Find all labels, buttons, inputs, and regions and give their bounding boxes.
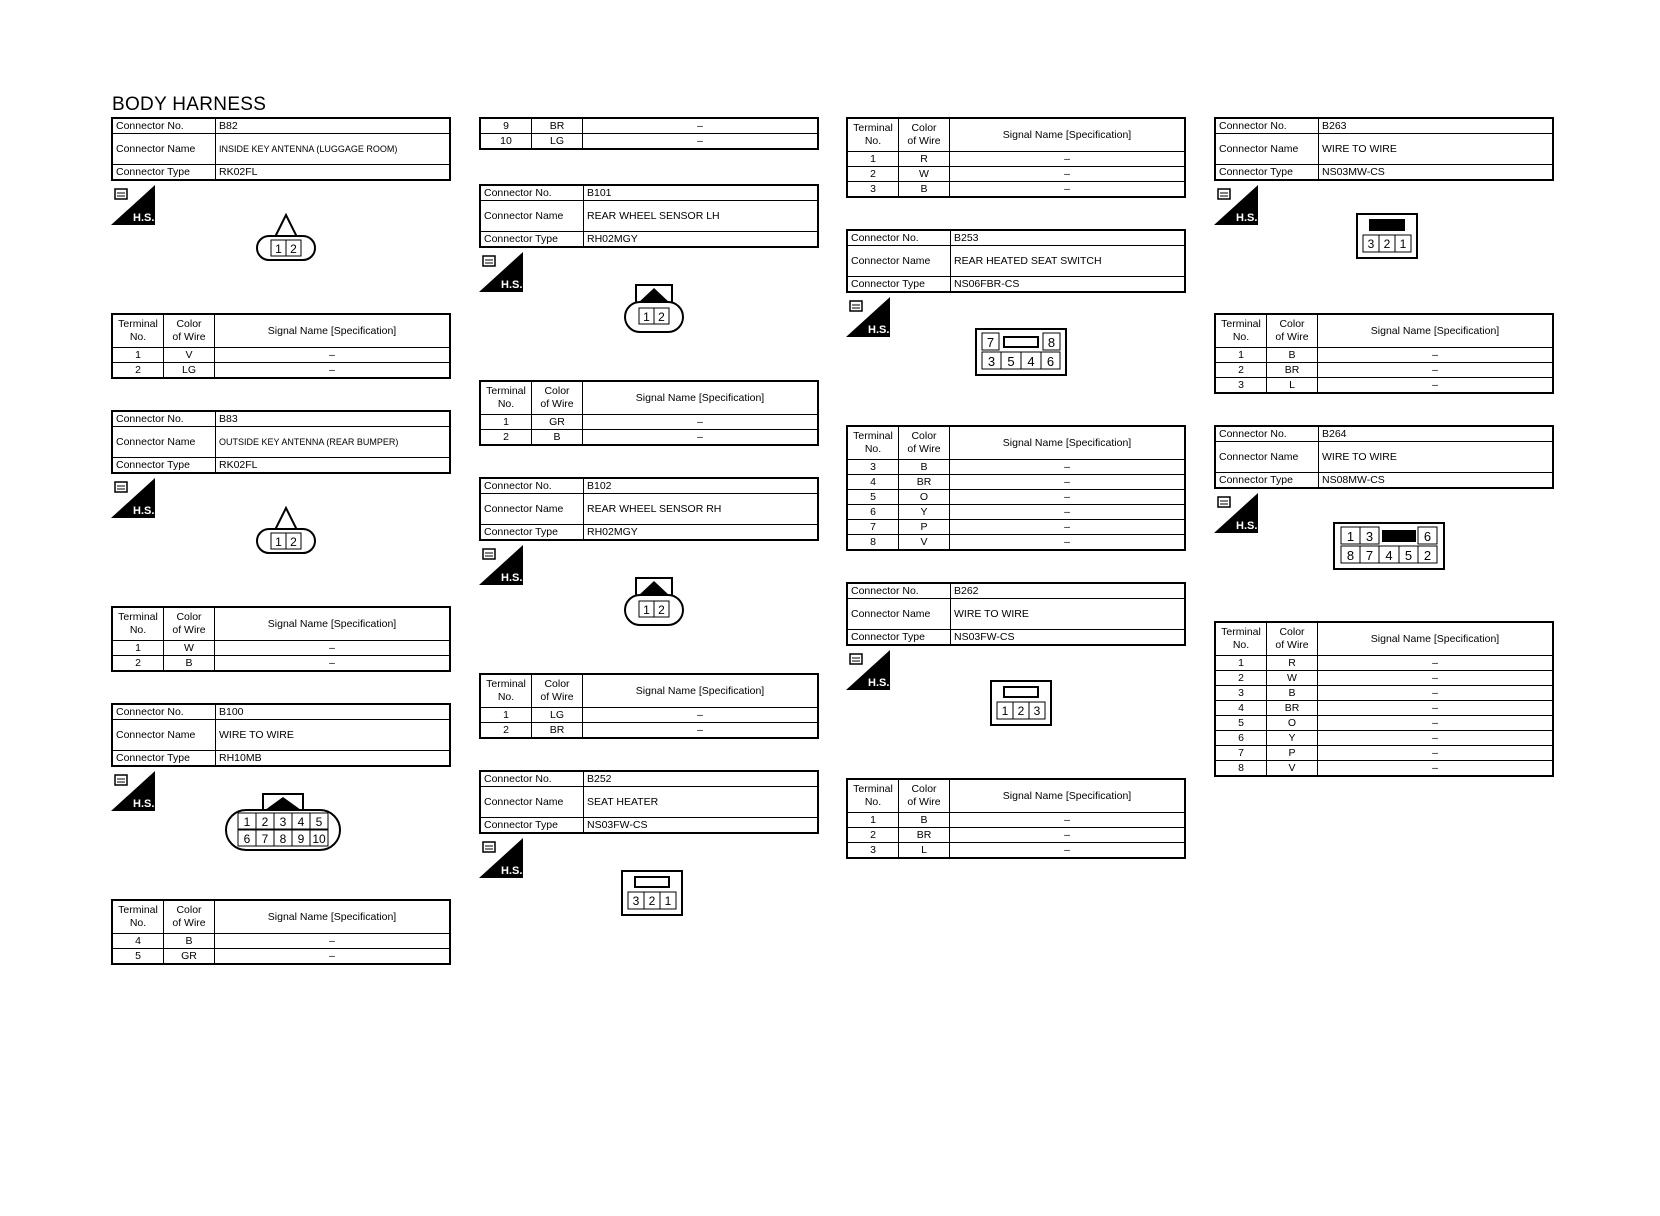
connector-info-b102 (479, 477, 819, 541)
connector-type-value: NS03FW-CS (951, 630, 1186, 646)
table-row: 2 BR – (480, 723, 818, 739)
pin-label: 2 (261, 815, 269, 829)
connector-type-value: NS03FW-CS (584, 818, 819, 834)
connector-no-value: B252 (584, 771, 819, 787)
table-row: 5 O – (1215, 716, 1553, 731)
table-row: 8 V – (1215, 761, 1553, 777)
table-row: 9 BR – (480, 118, 818, 134)
connector-name-value: WIRE TO WIRE (216, 720, 451, 751)
column-1 (111, 117, 451, 965)
pin-label: 2 (658, 310, 665, 324)
connector-no-value: B100 (216, 704, 451, 720)
connector-type-label: Connector Type (480, 525, 584, 541)
color-header: Color of Wire (1267, 314, 1318, 348)
table-row: 1 B – (1215, 348, 1553, 363)
connector-name-label: Connector Name (480, 787, 584, 818)
harness-side-icon (846, 297, 890, 337)
table-row: 6 Y – (1215, 731, 1553, 746)
connector-diagram-b263 (1214, 181, 1554, 313)
table-row: 1 B – (847, 813, 1185, 828)
column-4 (1214, 117, 1554, 777)
connector-name-value: REAR HEATED SEAT SWITCH (951, 246, 1186, 277)
column-3 (846, 117, 1186, 859)
connector-info-b262 (846, 582, 1186, 646)
pin-label: 9 (297, 832, 305, 846)
connector-name-label: Connector Name (1215, 134, 1319, 165)
pin-label: 6 (1423, 529, 1432, 544)
connector-type-value: RH10MB (216, 751, 451, 767)
signal-header: Signal Name [Specification] (583, 674, 819, 708)
table-row: 1 W – (112, 641, 450, 656)
color-header: Color of Wire (899, 118, 950, 152)
connector-info-b263 (1214, 117, 1554, 181)
terminal-table-b83 (111, 606, 451, 672)
table-row: 2 W – (847, 167, 1185, 182)
table-row: 4 BR – (847, 475, 1185, 490)
connector-type-label: Connector Type (847, 277, 951, 293)
terminal-table-b264 (1214, 621, 1554, 777)
pin-label: 1 (643, 310, 650, 324)
connector-no-value: B253 (951, 230, 1186, 246)
connector-type-value: RH02MGY (584, 525, 819, 541)
terminal-no-header: Terminal No. (1215, 314, 1267, 348)
hs-label: H.S. (868, 324, 890, 336)
terminal-no-header: Terminal No. (1215, 622, 1267, 656)
hs-label: H.S. (133, 212, 155, 224)
table-row: 1 R – (1215, 656, 1553, 671)
table-row: 2 BR – (1215, 363, 1553, 378)
color-header: Color of Wire (164, 607, 215, 641)
table-row: 2 B – (480, 430, 818, 446)
pin-label: 1 (1399, 237, 1407, 251)
pin-label: 1 (243, 815, 251, 829)
pin-label: 8 (279, 832, 287, 846)
harness-side-icon (111, 771, 155, 811)
pin-label: 6 (243, 832, 251, 846)
pin-label: 2 (648, 894, 656, 908)
table-row: 5 O – (847, 490, 1185, 505)
connector-no-value: B83 (216, 411, 451, 427)
connector-no-value: B101 (584, 185, 819, 201)
terminal-no-header: Terminal No. (847, 779, 899, 813)
connector-no-label: Connector No. (847, 583, 951, 599)
connector-type-label: Connector Type (847, 630, 951, 646)
harness-side-icon (479, 545, 523, 585)
hs-label: H.S. (133, 505, 155, 517)
connector-name-label: Connector Name (480, 201, 584, 232)
hs-label: H.S. (501, 865, 523, 877)
color-header: Color of Wire (532, 674, 583, 708)
connector-face-8pin (1332, 521, 1446, 571)
connector-type-value: RH02MGY (584, 232, 819, 248)
pin-label: 1 (275, 242, 282, 256)
signal-header: Signal Name [Specification] (583, 381, 819, 415)
signal-header: Signal Name [Specification] (215, 607, 451, 641)
connector-no-value: B82 (216, 118, 451, 134)
table-row: 5 GR – (112, 949, 450, 965)
terminal-no-header: Terminal No. (112, 607, 164, 641)
connector-no-label: Connector No. (112, 704, 216, 720)
connector-diagram-b264 (1214, 489, 1554, 621)
pin-label: 1 (1001, 704, 1009, 718)
table-row: 3 B – (847, 182, 1185, 198)
pin-label: 1 (275, 535, 282, 549)
pin-label: 4 (297, 815, 305, 829)
connector-name-value: INSIDE KEY ANTENNA (LUGGAGE ROOM) (216, 134, 451, 165)
table-row: 1 R – (847, 152, 1185, 167)
connector-diagram-b262 (846, 646, 1186, 778)
terminal-table-b102 (479, 673, 819, 739)
terminal-no-header: Terminal No. (480, 674, 532, 708)
table-row: 7 P – (847, 520, 1185, 535)
pin-label: 5 (1404, 548, 1413, 563)
connector-type-value: NS08MW-CS (1319, 473, 1554, 489)
pin-label: 7 (986, 335, 995, 350)
terminal-table-b100 (111, 899, 451, 965)
connector-type-label: Connector Type (112, 458, 216, 474)
terminal-no-header: Terminal No. (847, 118, 899, 152)
terminal-table-b252 (846, 117, 1186, 198)
color-header: Color of Wire (164, 314, 215, 348)
hs-label: H.S. (1236, 212, 1258, 224)
connector-info-b83 (111, 410, 451, 474)
connector-no-label: Connector No. (1215, 118, 1319, 134)
connector-type-label: Connector Type (112, 165, 216, 181)
pin-label: 2 (1017, 704, 1025, 718)
connector-type-value: RK02FL (216, 458, 451, 474)
table-row: 1 GR – (480, 415, 818, 430)
harness-side-icon (479, 252, 523, 292)
column-2 (479, 117, 819, 934)
pin-label: 3 (1033, 704, 1041, 718)
connector-type-label: Connector Type (480, 818, 584, 834)
pin-label: 4 (1027, 354, 1035, 369)
connector-no-value: B262 (951, 583, 1186, 599)
connector-face-2pin (251, 211, 321, 267)
connector-face-3pin (984, 678, 1058, 728)
connector-name-value: SEAT HEATER (584, 787, 819, 818)
pin-label: 10 (312, 832, 326, 846)
connector-no-label: Connector No. (112, 118, 216, 134)
pin-label: 3 (1365, 529, 1374, 544)
connector-face-2pin (619, 282, 689, 338)
hs-label: H.S. (868, 677, 890, 689)
pin-label: 5 (315, 815, 323, 829)
connector-name-label: Connector Name (112, 427, 216, 458)
connector-no-value: B264 (1319, 426, 1554, 442)
pin-label: 3 (987, 354, 996, 369)
signal-header: Signal Name [Specification] (1318, 314, 1554, 348)
pin-label: 1 (1346, 529, 1355, 544)
connector-type-label: Connector Type (480, 232, 584, 248)
harness-side-icon (1214, 493, 1258, 533)
connector-diagram-b100 (111, 767, 451, 899)
harness-side-icon (1214, 185, 1258, 225)
connector-name-value: OUTSIDE KEY ANTENNA (REAR BUMPER) (216, 427, 451, 458)
connector-name-value: WIRE TO WIRE (1319, 442, 1554, 473)
connector-type-value: NS06FBR-CS (951, 277, 1186, 293)
connector-diagram-b102 (479, 541, 819, 673)
pin-label: 2 (290, 242, 297, 256)
connector-face-6pin (974, 327, 1068, 377)
table-row: 3 L – (1215, 378, 1553, 394)
signal-header: Signal Name [Specification] (215, 900, 451, 934)
connector-diagram-b252 (479, 834, 819, 934)
connector-face-10pin (223, 791, 343, 857)
connector-info-b264 (1214, 425, 1554, 489)
table-row: 7 P – (1215, 746, 1553, 761)
connector-face-2pin (251, 504, 321, 560)
page-title: BODY HARNESS (112, 94, 267, 115)
connector-no-label: Connector No. (480, 478, 584, 494)
pin-label: 3 (1367, 237, 1375, 251)
signal-header: Signal Name [Specification] (950, 779, 1186, 813)
table-row: 4 B – (112, 934, 450, 949)
pin-label: 7 (261, 832, 269, 846)
connector-name-label: Connector Name (480, 494, 584, 525)
connector-name-label: Connector Name (847, 599, 951, 630)
signal-header: Signal Name [Specification] (950, 118, 1186, 152)
pin-label: 3 (632, 894, 640, 908)
connector-diagram-b83 (111, 474, 451, 606)
connector-name-value: REAR WHEEL SENSOR LH (584, 201, 819, 232)
terminal-no-header: Terminal No. (480, 381, 532, 415)
terminal-no-header: Terminal No. (112, 314, 164, 348)
connector-no-label: Connector No. (112, 411, 216, 427)
connector-diagram-b253 (846, 293, 1186, 425)
connector-name-value: WIRE TO WIRE (1319, 134, 1554, 165)
signal-header: Signal Name [Specification] (215, 314, 451, 348)
connector-face-2pin (619, 575, 689, 631)
harness-side-icon (111, 478, 155, 518)
hs-label: H.S. (501, 279, 523, 291)
connector-info-b252 (479, 770, 819, 834)
table-row: 2 B – (112, 656, 450, 672)
connector-no-value: B102 (584, 478, 819, 494)
connector-name-value: REAR WHEEL SENSOR RH (584, 494, 819, 525)
table-row: 1 V – (112, 348, 450, 363)
connector-no-label: Connector No. (480, 771, 584, 787)
connector-no-label: Connector No. (847, 230, 951, 246)
hs-label: H.S. (1236, 520, 1258, 532)
connector-info-b101 (479, 184, 819, 248)
connector-name-label: Connector Name (112, 720, 216, 751)
table-row: 3 B – (1215, 686, 1553, 701)
terminal-no-header: Terminal No. (112, 900, 164, 934)
terminal-table-b262 (846, 778, 1186, 859)
color-header: Color of Wire (899, 779, 950, 813)
harness-side-icon (111, 185, 155, 225)
harness-side-icon (846, 650, 890, 690)
table-row: 2 BR – (847, 828, 1185, 843)
connector-type-label: Connector Type (1215, 165, 1319, 181)
connector-info-b253 (846, 229, 1186, 293)
connector-face-3pin (1350, 211, 1424, 261)
table-row: 6 Y – (847, 505, 1185, 520)
terminal-table-b82 (111, 313, 451, 379)
connector-no-label: Connector No. (1215, 426, 1319, 442)
pin-label: 2 (658, 603, 665, 617)
signal-header: Signal Name [Specification] (1318, 622, 1554, 656)
color-header: Color of Wire (1267, 622, 1318, 656)
terminal-table-b100-continued (479, 117, 819, 150)
terminal-table-b263 (1214, 313, 1554, 394)
hs-label: H.S. (133, 798, 155, 810)
connector-name-label: Connector Name (112, 134, 216, 165)
pin-label: 6 (1046, 354, 1055, 369)
connector-diagram-b82 (111, 181, 451, 313)
color-header: Color of Wire (899, 426, 950, 460)
pin-label: 7 (1365, 548, 1374, 563)
pin-label: 2 (290, 535, 297, 549)
pin-label: 8 (1346, 548, 1355, 563)
harness-side-icon (479, 838, 523, 878)
connector-diagram-b101 (479, 248, 819, 380)
pin-label: 8 (1047, 335, 1056, 350)
pin-label: 4 (1385, 548, 1393, 563)
table-row: 4 BR – (1215, 701, 1553, 716)
pin-label: 1 (643, 603, 650, 617)
hs-label: H.S. (501, 572, 523, 584)
table-row: 1 LG – (480, 708, 818, 723)
connector-type-value: RK02FL (216, 165, 451, 181)
connector-face-3pin (615, 868, 689, 918)
signal-header: Signal Name [Specification] (950, 426, 1186, 460)
table-row: 10 LG – (480, 134, 818, 150)
table-row: 8 V – (847, 535, 1185, 551)
pin-label: 2 (1423, 548, 1432, 563)
connector-name-label: Connector Name (847, 246, 951, 277)
connector-type-value: NS03MW-CS (1319, 165, 1554, 181)
connector-name-value: WIRE TO WIRE (951, 599, 1186, 630)
connector-type-label: Connector Type (1215, 473, 1319, 489)
terminal-table-b101 (479, 380, 819, 446)
connector-no-label: Connector No. (480, 185, 584, 201)
table-row: 2 W – (1215, 671, 1553, 686)
pin-label: 2 (1383, 237, 1391, 251)
color-header: Color of Wire (164, 900, 215, 934)
terminal-no-header: Terminal No. (847, 426, 899, 460)
pin-label: 1 (664, 894, 672, 908)
connector-type-label: Connector Type (112, 751, 216, 767)
connector-info-b100 (111, 703, 451, 767)
pin-label: 5 (1007, 354, 1015, 369)
table-row: 3 B – (847, 460, 1185, 475)
pin-label: 3 (279, 815, 287, 829)
table-row: 2 LG – (112, 363, 450, 379)
terminal-table-b253 (846, 425, 1186, 551)
connector-name-label: Connector Name (1215, 442, 1319, 473)
color-header: Color of Wire (532, 381, 583, 415)
table-row: 3 L – (847, 843, 1185, 859)
connector-info-b82 (111, 117, 451, 181)
connector-no-value: B263 (1319, 118, 1554, 134)
